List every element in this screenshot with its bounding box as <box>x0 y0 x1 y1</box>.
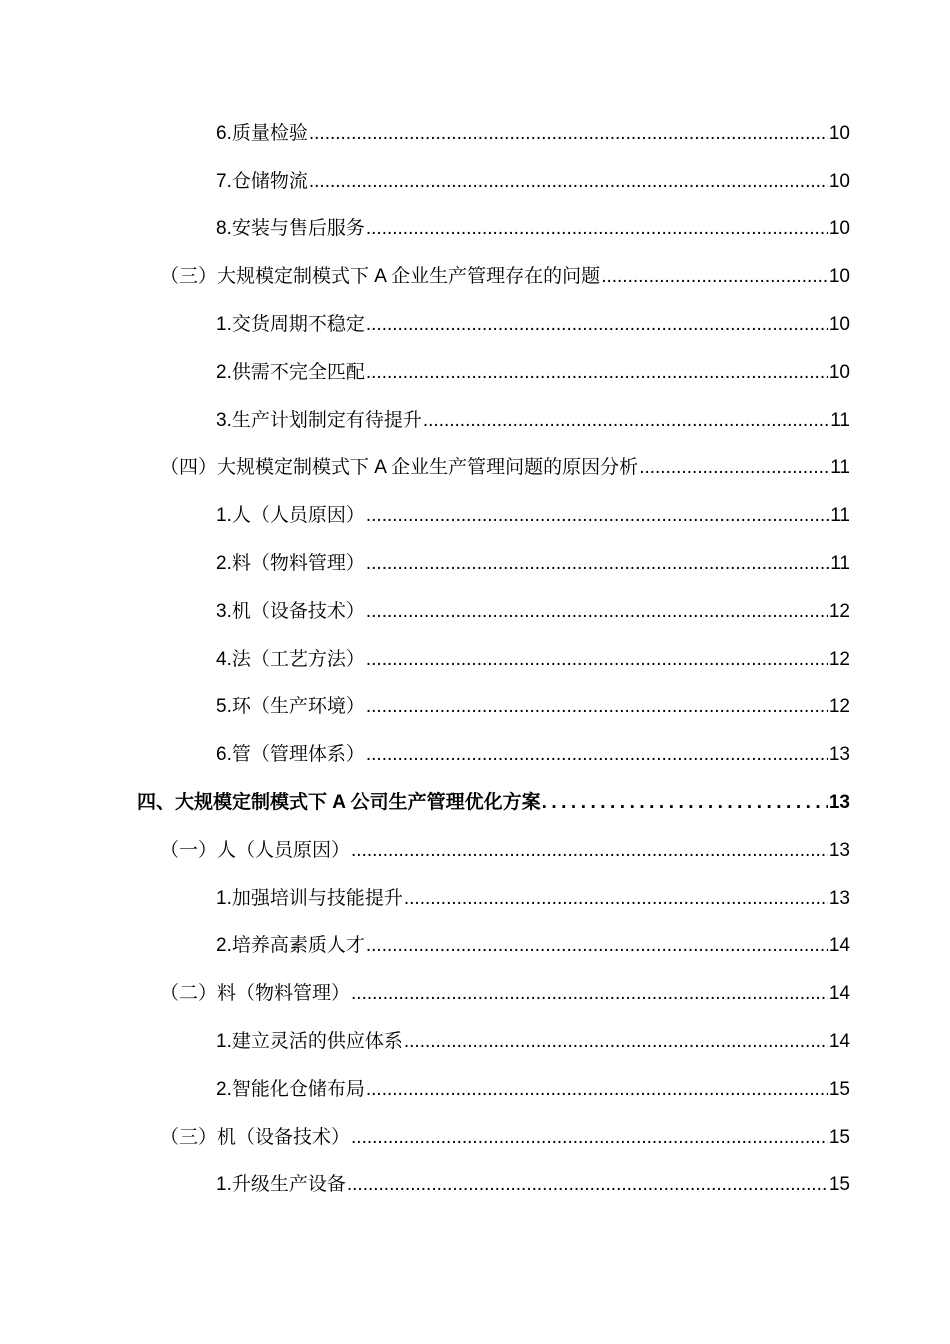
toc-dot-leader <box>366 217 828 241</box>
toc-entry[interactable] <box>0 445 950 493</box>
toc-dot-leader <box>366 648 828 672</box>
toc-entry[interactable] <box>0 349 950 397</box>
toc-entry-page: 14 <box>828 983 850 1005</box>
toc-dot-leader <box>366 695 828 719</box>
toc-entry-page: 12 <box>828 648 850 670</box>
toc-dot-leader <box>347 1173 828 1197</box>
toc-entry-page: 15 <box>828 1078 850 1100</box>
toc-entry[interactable] <box>0 1066 950 1114</box>
toc-entry[interactable] <box>0 1018 950 1066</box>
toc-dot-leader <box>366 600 828 624</box>
toc-entry-page: 10 <box>828 314 850 336</box>
toc-entry-page: 10 <box>828 170 850 192</box>
toc-entry-title: 四、大规模定制模式下 A 公司生产管理优化方案 <box>137 792 541 814</box>
toc-entry-title: 4.法（工艺方法） <box>216 648 365 670</box>
toc-entry[interactable] <box>0 540 950 588</box>
toc-entry-page: 10 <box>828 218 850 240</box>
toc-entry-title: 2.供需不完全匹配 <box>216 361 365 383</box>
toc-entry-page: 11 <box>830 505 850 527</box>
toc-dot-leader <box>366 361 828 385</box>
toc-entry-page: 14 <box>828 1031 850 1053</box>
toc-entry[interactable] <box>0 588 950 636</box>
toc-entry-title: 1.加强培训与技能提升 <box>216 887 403 909</box>
toc-dot-leader <box>366 743 828 767</box>
toc-dot-leader <box>404 887 828 911</box>
toc-dot-leader <box>366 934 828 958</box>
toc-entry-page: 10 <box>828 266 850 288</box>
toc-entry[interactable] <box>0 206 950 254</box>
toc-entry-title: 6.管（管理体系） <box>216 744 365 766</box>
toc-entry-page: 10 <box>828 361 850 383</box>
toc-entry-page: 15 <box>828 1174 850 1196</box>
toc-entry-title: 6.质量检验 <box>216 122 308 144</box>
table-of-contents <box>0 110 950 1209</box>
toc-entry[interactable] <box>0 684 950 732</box>
toc-entry-title: （三）大规模定制模式下 A 企业生产管理存在的问题 <box>160 266 601 288</box>
toc-dot-leader <box>309 170 828 194</box>
toc-entry-title: 2.培养高素质人才 <box>216 935 365 957</box>
toc-entry-title: 2.智能化仓储布局 <box>216 1078 365 1100</box>
toc-entry-title: （三）机（设备技术） <box>160 1126 351 1148</box>
toc-entry-title: 7.仓储物流 <box>216 170 308 192</box>
toc-dot-leader <box>366 504 829 528</box>
toc-dot-leader <box>601 265 828 289</box>
toc-entry[interactable] <box>0 397 950 445</box>
toc-dot-leader <box>404 1030 828 1054</box>
toc-entry-title: （四）大规模定制模式下 A 企业生产管理问题的原因分析 <box>160 457 639 479</box>
toc-entry[interactable] <box>0 875 950 923</box>
toc-entry-page: 13 <box>828 792 850 814</box>
toc-entry-title: 3.生产计划制定有待提升 <box>216 409 422 431</box>
toc-entry-title: 1.升级生产设备 <box>216 1174 346 1196</box>
toc-entry[interactable] <box>0 636 950 684</box>
toc-entry[interactable] <box>0 1114 950 1162</box>
toc-chapter-entry[interactable] <box>0 779 950 827</box>
toc-entry-page: 15 <box>828 1126 850 1148</box>
toc-entry[interactable] <box>0 253 950 301</box>
toc-entry-page: 12 <box>828 696 850 718</box>
toc-entry[interactable] <box>0 110 950 158</box>
toc-entry-title: 1.建立灵活的供应体系 <box>216 1031 403 1053</box>
toc-dot-leader <box>639 456 829 480</box>
toc-entry-page: 13 <box>828 839 850 861</box>
toc-entry-page: 14 <box>828 935 850 957</box>
toc-entry-page: 13 <box>828 744 850 766</box>
toc-entry-page: 12 <box>828 600 850 622</box>
toc-entry-page: 11 <box>830 457 850 479</box>
toc-dot-leader <box>351 1126 828 1150</box>
toc-dot-leader <box>542 791 828 815</box>
toc-entry[interactable] <box>0 827 950 875</box>
toc-entry[interactable] <box>0 158 950 206</box>
toc-entry-title: 5.环（生产环境） <box>216 696 365 718</box>
toc-entry-page: 11 <box>830 553 850 575</box>
toc-entry[interactable] <box>0 923 950 971</box>
toc-entry[interactable] <box>0 1162 950 1210</box>
toc-dot-leader <box>366 1078 828 1102</box>
toc-entry[interactable] <box>0 492 950 540</box>
toc-dot-leader <box>351 839 828 863</box>
toc-entry-page: 10 <box>828 122 850 144</box>
toc-dot-leader <box>309 122 828 146</box>
toc-entry[interactable] <box>0 731 950 779</box>
toc-entry[interactable] <box>0 970 950 1018</box>
toc-dot-leader <box>423 409 829 433</box>
toc-entry-title: 3.机（设备技术） <box>216 600 365 622</box>
toc-entry-title: 1.交货周期不稳定 <box>216 314 365 336</box>
toc-dot-leader <box>366 313 828 337</box>
toc-dot-leader <box>366 552 829 576</box>
toc-entry-title: （一）人（人员原因） <box>160 839 351 861</box>
toc-entry-page: 11 <box>830 409 850 431</box>
toc-dot-leader <box>351 982 828 1006</box>
toc-entry-title: 2.料（物料管理） <box>216 553 365 575</box>
toc-entry-page: 13 <box>828 887 850 909</box>
toc-entry[interactable] <box>0 301 950 349</box>
toc-entry-title: 8.安装与售后服务 <box>216 218 365 240</box>
toc-entry-title: 1.人（人员原因） <box>216 505 365 527</box>
toc-entry-title: （二）料（物料管理） <box>160 983 351 1005</box>
